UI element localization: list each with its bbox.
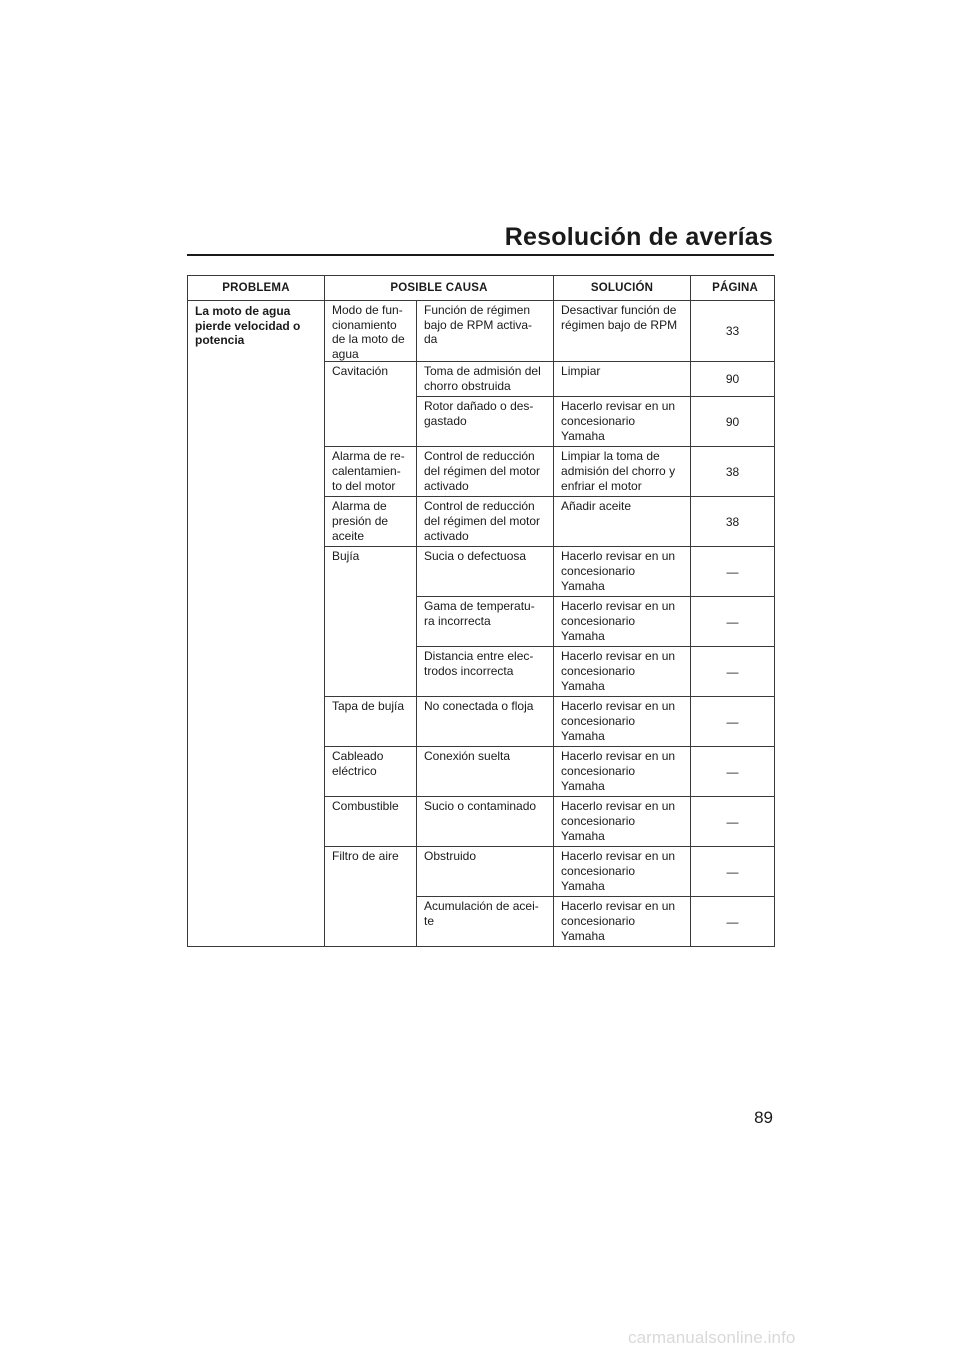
solution-cell: Hacerlo revisar en un concesionario Yamaha	[554, 547, 691, 597]
cause-cell: Gama de temperatu- ra incorrecta	[417, 597, 554, 647]
area-cell: Combustible	[325, 797, 417, 847]
page-ref-cell: 90	[691, 397, 775, 447]
cause-cell: Acumulación de acei- te	[417, 897, 554, 947]
page-ref-cell: —	[691, 597, 775, 647]
troubleshooting-table	[187, 275, 775, 947]
cause-cell: Control de reducción del régimen del motor activado	[417, 447, 554, 497]
cause-cell: Control de reducción del régimen del motor activado	[417, 497, 554, 547]
solution-cell: Limpiar	[554, 362, 691, 397]
page-ref-cell: —	[691, 897, 775, 947]
solution-cell: Añadir aceite	[554, 497, 691, 547]
area-cell: Cableado eléctrico	[325, 747, 417, 797]
solution-cell: Hacerlo revisar en un concesionario Yamaha	[554, 397, 691, 447]
cause-cell: Distancia entre elec- trodos incorrecta	[417, 647, 554, 697]
page-ref-cell: —	[691, 547, 775, 597]
page-ref-cell: 38	[691, 497, 775, 547]
solution-cell: Hacerlo revisar en un concesionario Yamaha	[554, 597, 691, 647]
header-problema: PROBLEMA	[188, 276, 325, 301]
page-number: 89	[754, 1108, 773, 1127]
solution-cell: Hacerlo revisar en un concesionario Yamaha	[554, 797, 691, 847]
cause-cell: Sucio o contaminado	[417, 797, 554, 847]
footer-credit[interactable]: carmanualsonline.info	[628, 1328, 796, 1347]
page-ref-cell: —	[691, 647, 775, 697]
area-cell: Alarma de re- calentamien- to del motor	[325, 447, 417, 497]
page-title: Resolución de averías	[504, 223, 773, 251]
header-pagina: PÁGINA	[691, 276, 775, 301]
page-ref-cell: 33	[691, 301, 775, 362]
problem-cell: La moto de agua pierde velocidad o potencia	[188, 301, 325, 947]
area-cell: Cavitación	[325, 362, 417, 447]
cause-cell: Rotor dañado o des- gastado	[417, 397, 554, 447]
table-row	[188, 301, 775, 362]
solution-cell: Limpiar la toma de admisión del chorro y enfriar el motor	[554, 447, 691, 497]
area-cell: Bujía	[325, 547, 417, 697]
page-ref-cell: —	[691, 747, 775, 797]
title-divider	[187, 254, 774, 256]
solution-cell: Hacerlo revisar en un concesionario Yamaha	[554, 697, 691, 747]
page-ref-cell: —	[691, 847, 775, 897]
area-cell: Filtro de aire	[325, 847, 417, 947]
page-ref-cell: 90	[691, 362, 775, 397]
area-cell: Tapa de bujía	[325, 697, 417, 747]
page-ref-cell: 38	[691, 447, 775, 497]
cause-cell: Sucia o defectuosa	[417, 547, 554, 597]
cause-cell: Conexión suelta	[417, 747, 554, 797]
solution-cell: Hacerlo revisar en un concesionario Yamaha	[554, 747, 691, 797]
solution-cell: Hacerlo revisar en un concesionario Yamaha	[554, 897, 691, 947]
solution-cell: Hacerlo revisar en un concesionario Yamaha	[554, 647, 691, 697]
area-cell: Modo de fun- cionamiento de la moto de agua	[325, 301, 417, 362]
cause-cell: Obstruido	[417, 847, 554, 897]
cause-cell: Función de régimen bajo de RPM activa- da	[417, 301, 554, 362]
page-ref-cell: —	[691, 697, 775, 747]
solution-cell: Desactivar función de régimen bajo de RPM	[554, 301, 691, 362]
header-solucion: SOLUCIÓN	[554, 276, 691, 301]
cause-cell: Toma de admisión del chorro obstruida	[417, 362, 554, 397]
table-header-row	[188, 276, 775, 301]
solution-cell: Hacerlo revisar en un concesionario Yamaha	[554, 847, 691, 897]
area-cell: Alarma de presión de aceite	[325, 497, 417, 547]
page-ref-cell: —	[691, 797, 775, 847]
header-posible-causa: POSIBLE CAUSA	[325, 276, 554, 301]
cause-cell: No conectada o floja	[417, 697, 554, 747]
